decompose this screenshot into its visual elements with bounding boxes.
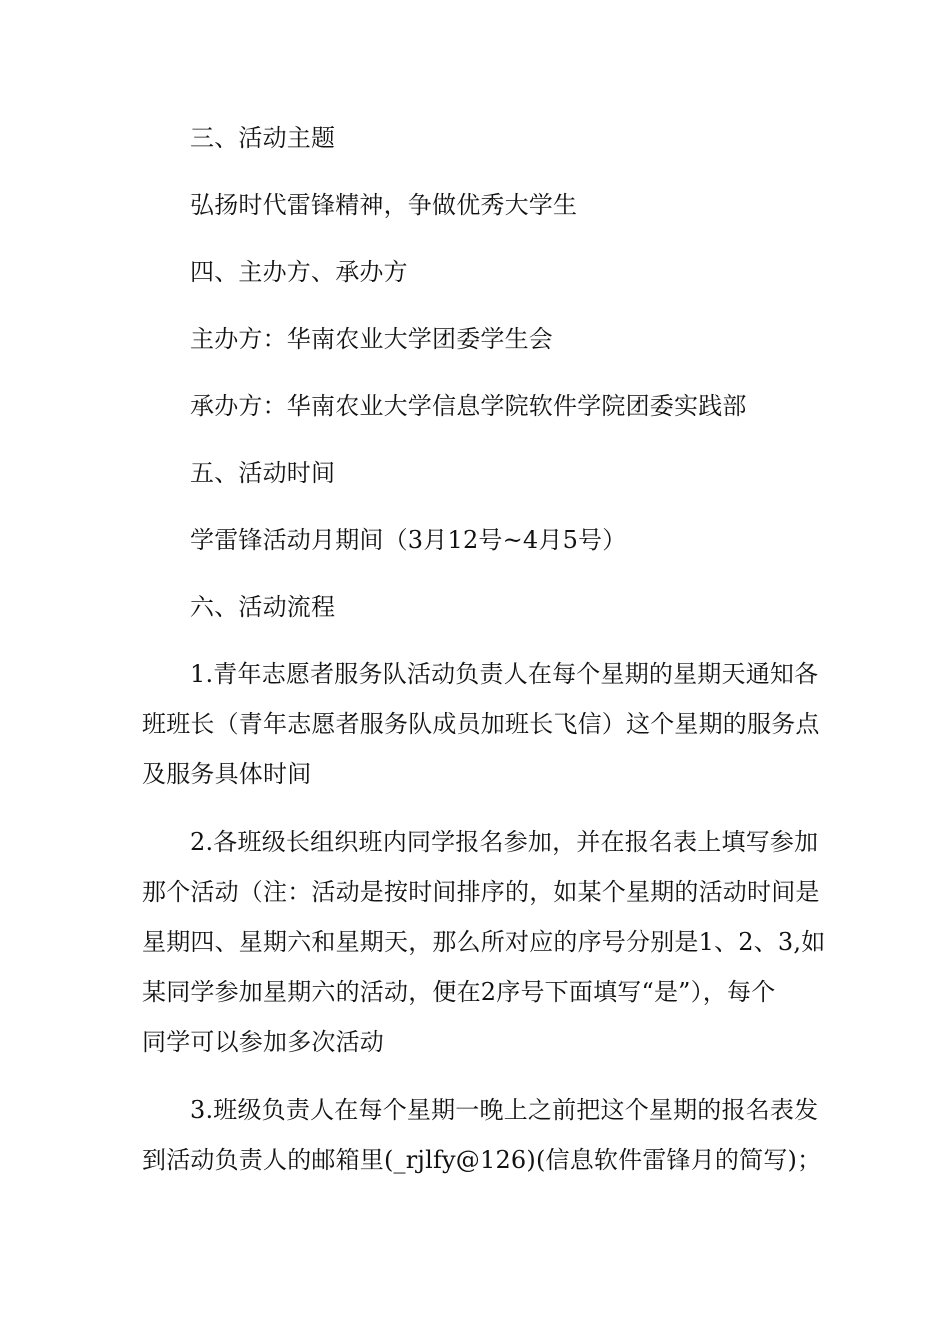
process-step-1-line-1: 1.青年志愿者服务队活动负责人在每个星期的星期天通知各	[190, 660, 819, 688]
time-text: 学雷锋活动月期间（3月12号~4月5号）	[190, 526, 627, 554]
process-step-2-line-2: 那个活动（注：活动是按时间排序的，如某个星期的活动时间是	[142, 878, 820, 906]
process-step-2-line-1: 2.各班级长组织班内同学报名参加，并在报名表上填写参加	[190, 828, 819, 856]
section-heading-process: 六、活动流程	[190, 593, 336, 621]
section-heading-theme: 三、活动主题	[190, 124, 336, 152]
organizer-line: 主办方：华南农业大学团委学生会	[190, 325, 553, 353]
theme-text: 弘扬时代雷锋精神，争做优秀大学生	[190, 191, 578, 219]
process-step-1-line-2: 班班长（青年志愿者服务队成员加班长飞信）这个星期的服务点	[142, 710, 820, 738]
co-organizer-line: 承办方：华南农业大学信息学院软件学院团委实践部	[190, 392, 747, 420]
process-step-1-line-3: 及服务具体时间	[142, 760, 312, 788]
process-step-3-line-2: 到活动负责人的邮箱里(_rjlfy@126)(信息软件雷锋月的简写)；	[142, 1146, 822, 1174]
process-step-2-line-5: 同学可以参加多次活动	[142, 1028, 384, 1056]
process-step-2-line-4: 某同学参加星期六的活动，便在2序号下面填写“是”），每个	[142, 978, 776, 1006]
section-heading-organizers: 四、主办方、承办方	[190, 258, 408, 286]
section-heading-time: 五、活动时间	[190, 459, 336, 487]
process-step-2-line-3: 星期四、星期六和星期天，那么所对应的序号分别是1、2、3,如	[142, 928, 826, 956]
process-step-3-line-1: 3.班级负责人在每个星期一晚上之前把这个星期的报名表发	[190, 1096, 819, 1124]
